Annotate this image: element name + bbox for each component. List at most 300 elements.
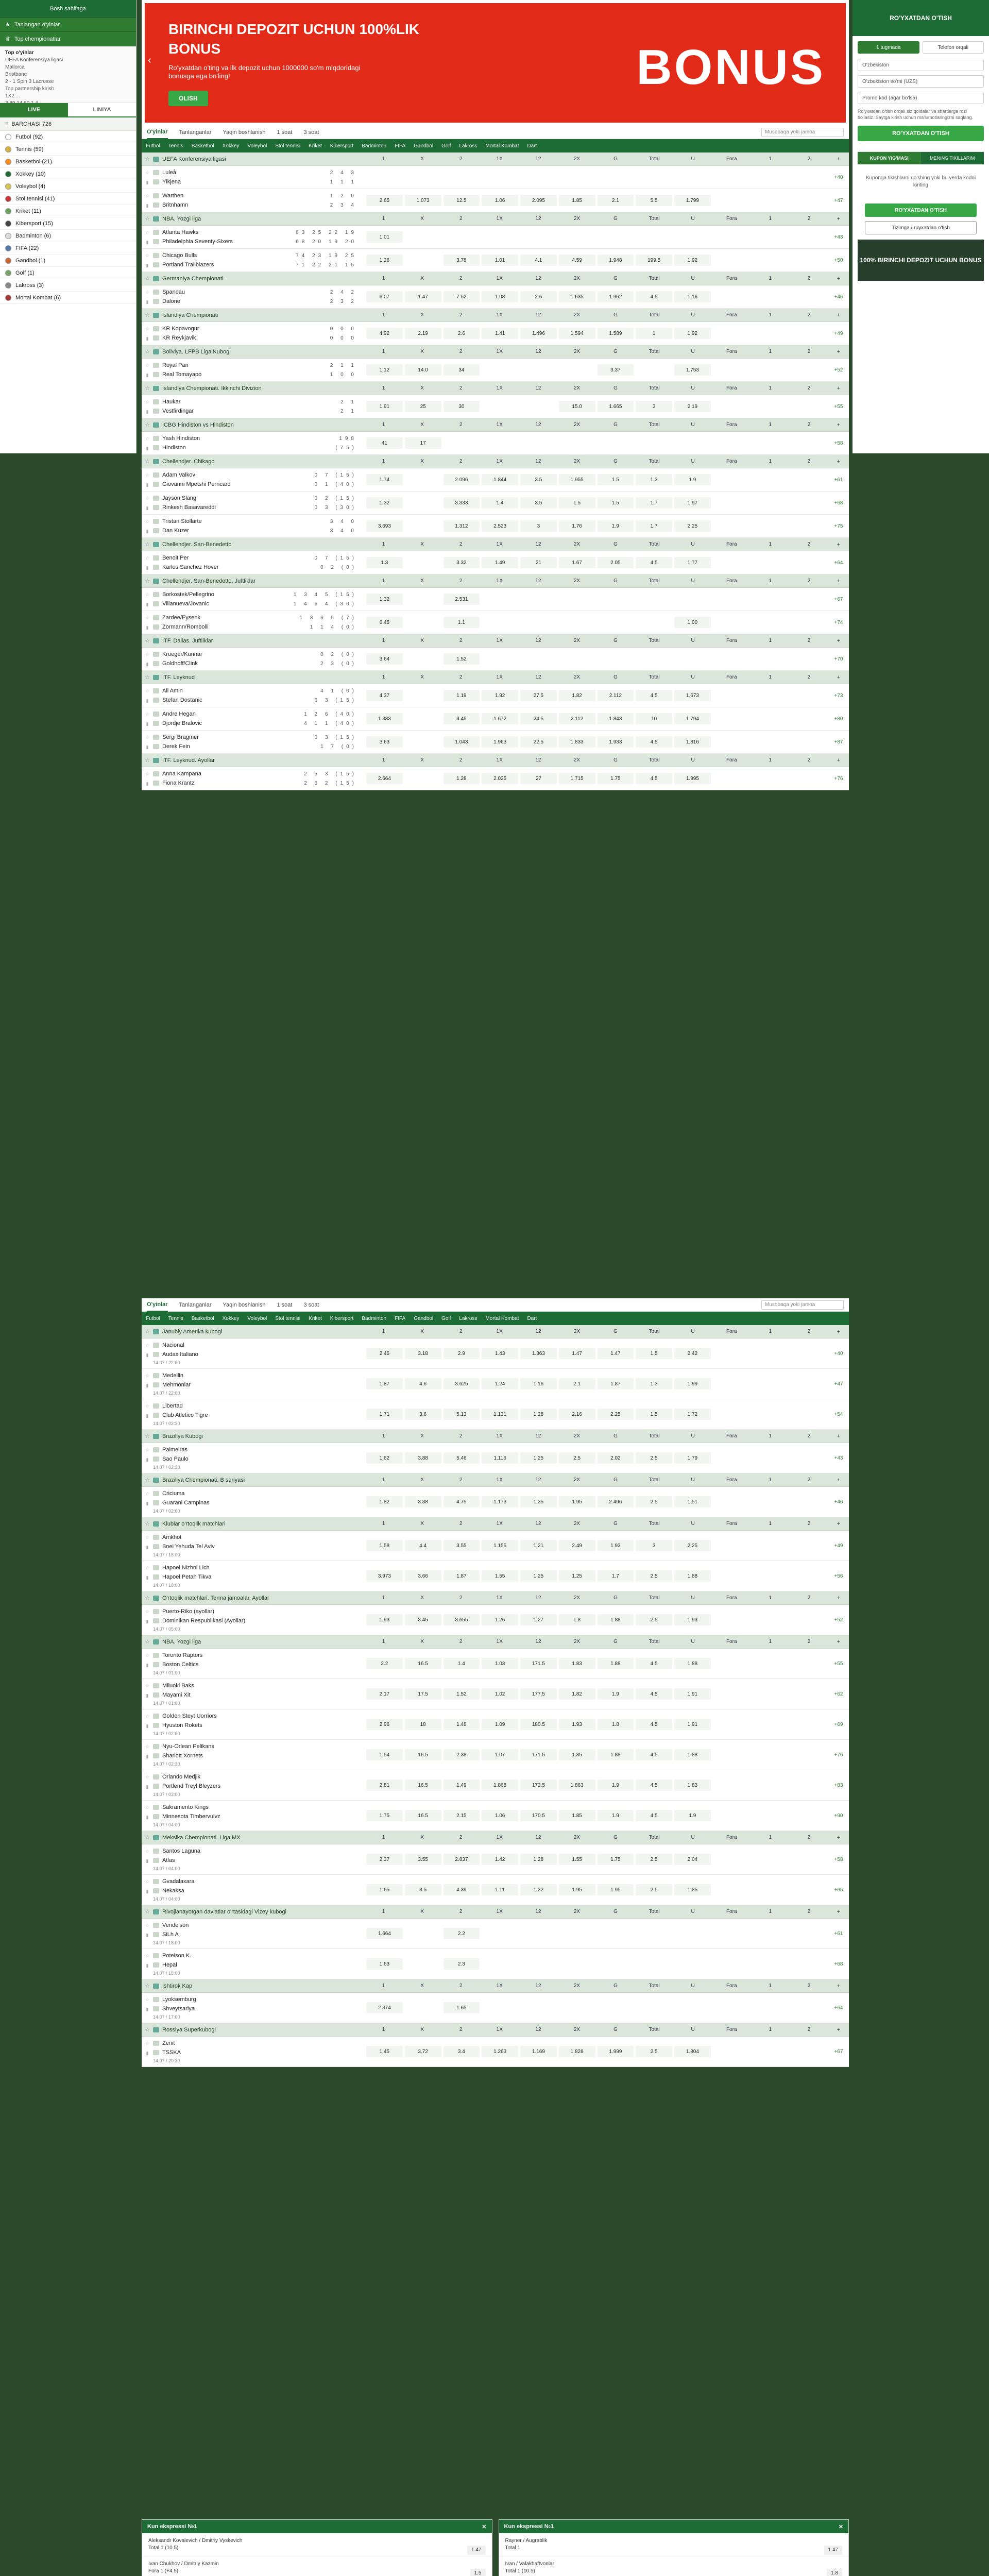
odd-button[interactable]: 1.3 <box>366 557 403 568</box>
stats-icon[interactable]: ▮ <box>146 240 149 245</box>
odd-button[interactable]: 1.42 <box>482 1854 518 1865</box>
event-row[interactable] <box>142 2037 849 2067</box>
event-row[interactable] <box>142 1605 849 1635</box>
odd-button[interactable]: 5.13 <box>444 1409 480 1420</box>
stats-icon[interactable]: ▮ <box>146 1889 149 1894</box>
sport-tab[interactable]: Dart <box>527 143 537 149</box>
odd-button[interactable]: 4.6 <box>405 1378 441 1389</box>
sport-tab[interactable]: Mortal Kombat <box>485 1315 519 1321</box>
expand-icon[interactable]: + <box>837 674 841 681</box>
promo-input[interactable]: Promo kod (agar bo'lsa) <box>858 92 984 104</box>
sidebar-sport-item[interactable] <box>0 255 136 267</box>
star-icon[interactable]: ☆ <box>145 735 150 740</box>
odd-button[interactable]: 2.81 <box>366 1780 403 1791</box>
odd-button[interactable]: 25 <box>405 401 441 412</box>
odd-button[interactable]: 1.7 <box>636 497 672 509</box>
event-row[interactable] <box>142 1649 849 1679</box>
sidebar-sport-item[interactable] <box>0 131 136 143</box>
odd-button[interactable]: 16.5 <box>405 1810 441 1821</box>
odd-button[interactable]: 3.78 <box>444 255 480 266</box>
star-icon[interactable]: ☆ <box>145 1403 150 1409</box>
sport-tab[interactable]: Basketbol <box>191 143 214 149</box>
favorite-star-icon[interactable]: ☆ <box>145 276 150 282</box>
odd-button[interactable]: 3 <box>520 520 557 532</box>
odd-button[interactable]: 2.16 <box>559 1409 595 1420</box>
star-icon[interactable]: ☆ <box>145 1953 150 1958</box>
stats-icon[interactable]: ▮ <box>146 1413 149 1418</box>
sidebar-sport-item[interactable] <box>0 156 136 168</box>
tab-live[interactable]: LIVE <box>0 103 68 116</box>
sidebar-sport-item[interactable] <box>0 217 136 230</box>
star-icon[interactable]: ☆ <box>145 326 150 331</box>
odd-button[interactable]: 2.095 <box>520 195 557 206</box>
stats-icon[interactable]: ▮ <box>146 1723 149 1728</box>
sport-tab[interactable]: Tennis <box>168 1315 183 1321</box>
event-row[interactable] <box>142 1801 849 1831</box>
slip-odds[interactable]: 1.47 <box>824 2546 842 2555</box>
odd-button[interactable]: 1.116 <box>482 1452 518 1464</box>
more-markets-link[interactable]: +68 <box>834 500 843 506</box>
more-markets-link[interactable]: +47 <box>834 197 843 204</box>
odd-button[interactable]: 1.08 <box>482 291 518 302</box>
stats-icon[interactable]: ▮ <box>146 2050 149 2056</box>
more-markets-link[interactable]: +65 <box>834 1887 843 1893</box>
more-markets-link[interactable]: +47 <box>834 1381 843 1387</box>
sport-tab[interactable]: Gandbol <box>414 1315 434 1321</box>
top-game-line[interactable]: 2 - 1 Spin 3 Lacrosse <box>5 79 54 84</box>
odd-button[interactable]: 1.496 <box>520 328 557 339</box>
star-icon[interactable]: ☆ <box>145 519 150 524</box>
odd-button[interactable]: 1.91 <box>366 401 403 412</box>
odd-button[interactable]: 3.333 <box>444 497 480 509</box>
odd-button[interactable]: 1.00 <box>674 617 711 628</box>
odd-button[interactable]: 2.5 <box>636 1854 672 1865</box>
odd-button[interactable]: 1.963 <box>482 736 518 748</box>
odd-button[interactable]: 2.2 <box>366 1658 403 1669</box>
event-row[interactable] <box>142 1770 849 1801</box>
odd-button[interactable]: 3.6 <box>405 1409 441 1420</box>
stats-icon[interactable]: ▮ <box>146 781 149 786</box>
sidebar-sport-item[interactable] <box>0 242 136 255</box>
star-icon[interactable]: ☆ <box>145 592 150 597</box>
odd-button[interactable]: 18 <box>405 1719 441 1730</box>
odd-button[interactable]: 2.49 <box>559 1540 595 1551</box>
odd-button[interactable]: 1.49 <box>482 557 518 568</box>
odd-button[interactable]: 1.93 <box>674 1614 711 1625</box>
odd-button[interactable]: 1.03 <box>482 1658 518 1669</box>
sidebar-sport-item[interactable] <box>0 205 136 217</box>
odd-button[interactable]: 1.85 <box>559 1749 595 1760</box>
odd-button[interactable]: 1.87 <box>598 1378 634 1389</box>
stats-icon[interactable]: ▮ <box>146 299 149 304</box>
expand-icon[interactable]: + <box>837 215 841 222</box>
odd-button[interactable]: 2.2 <box>444 1928 480 1939</box>
filter-item[interactable]: 3 soat <box>303 1301 319 1308</box>
sidebar-sport-item[interactable] <box>0 193 136 205</box>
odd-button[interactable]: 3 <box>636 401 672 412</box>
stats-icon[interactable]: ▮ <box>146 1663 149 1668</box>
more-markets-link[interactable]: +69 <box>834 1721 843 1727</box>
league-header[interactable] <box>142 1517 849 1531</box>
event-row[interactable] <box>142 322 849 345</box>
league-header[interactable] <box>142 309 849 322</box>
odd-button[interactable]: 1.82 <box>559 1688 595 1700</box>
expand-icon[interactable]: + <box>837 1595 841 1601</box>
odd-button[interactable]: 2.5 <box>636 1496 672 1507</box>
odd-button[interactable]: 1.67 <box>559 557 595 568</box>
odd-button[interactable]: 1.58 <box>366 1540 403 1551</box>
league-header[interactable] <box>142 382 849 395</box>
event-row[interactable] <box>142 1399 849 1430</box>
odd-button[interactable]: 16.5 <box>405 1749 441 1760</box>
top-game-line[interactable]: UEFA Konferensiya ligasi <box>5 57 63 63</box>
odd-button[interactable]: 1.3 <box>636 474 672 485</box>
expand-icon[interactable]: + <box>837 1328 841 1335</box>
more-markets-link[interactable]: +43 <box>834 234 843 240</box>
odd-button[interactable]: 2.04 <box>674 1854 711 1865</box>
slip-odds[interactable]: 1.47 <box>467 2546 485 2555</box>
odd-button[interactable]: 4.37 <box>366 690 403 701</box>
sidebar-sport-item[interactable] <box>0 230 136 242</box>
odd-button[interactable]: 1.87 <box>444 1570 480 1582</box>
odd-button[interactable]: 1.82 <box>366 1496 403 1507</box>
odd-button[interactable]: 1.19 <box>444 690 480 701</box>
odd-button[interactable]: 2.664 <box>366 773 403 784</box>
sport-tab[interactable]: FIFA <box>395 1315 406 1321</box>
odd-button[interactable]: 1.88 <box>674 1658 711 1669</box>
event-row[interactable] <box>142 648 849 671</box>
odd-button[interactable]: 1.76 <box>559 520 595 532</box>
odd-button[interactable]: 1.715 <box>559 773 595 784</box>
more-markets-link[interactable]: +61 <box>834 477 843 483</box>
stats-icon[interactable]: ▮ <box>146 409 149 414</box>
odd-button[interactable]: 4.75 <box>444 1496 480 1507</box>
stats-icon[interactable]: ▮ <box>146 336 149 341</box>
stats-icon[interactable]: ▮ <box>146 565 149 570</box>
odd-button[interactable]: 4.5 <box>636 1749 672 1760</box>
event-row[interactable] <box>142 1949 849 1979</box>
odd-button[interactable]: 3.38 <box>405 1496 441 1507</box>
more-markets-link[interactable]: +54 <box>834 1411 843 1417</box>
league-header[interactable] <box>142 345 849 359</box>
more-markets-link[interactable]: +74 <box>834 619 843 625</box>
sport-tab[interactable]: Stol tennisi <box>275 143 301 149</box>
sport-tab[interactable]: Basketbol <box>191 1315 214 1321</box>
expand-icon[interactable]: + <box>837 1477 841 1483</box>
odd-button[interactable]: 2.523 <box>482 520 518 532</box>
sport-tab[interactable]: Xokkey <box>222 1315 240 1321</box>
odd-button[interactable]: 1.95 <box>559 1884 595 1895</box>
odd-button[interactable]: 5.46 <box>444 1452 480 1464</box>
stats-icon[interactable]: ▮ <box>146 1693 149 1698</box>
odd-button[interactable]: 3.45 <box>405 1614 441 1625</box>
odd-button[interactable]: 27.5 <box>520 690 557 701</box>
league-header[interactable] <box>142 1905 849 1919</box>
odd-button[interactable]: 1.833 <box>559 736 595 748</box>
favorite-star-icon[interactable]: ☆ <box>145 2027 150 2033</box>
odd-button[interactable]: 2.38 <box>444 1749 480 1760</box>
coupon-register-button[interactable]: RO'YXATDAN O'TISH <box>865 204 977 217</box>
filter-item[interactable]: 1 soat <box>277 1301 293 1308</box>
odd-button[interactable]: 1.868 <box>482 1780 518 1791</box>
favorite-star-icon[interactable]: ☆ <box>145 422 150 428</box>
odd-button[interactable]: 2.96 <box>366 1719 403 1730</box>
odd-button[interactable]: 1.07 <box>482 1749 518 1760</box>
odd-button[interactable]: 1.589 <box>598 328 634 339</box>
odd-button[interactable]: 1.753 <box>674 364 711 376</box>
odd-button[interactable]: 1.93 <box>366 1614 403 1625</box>
odd-button[interactable]: 1.63 <box>366 1958 403 1970</box>
sport-tab[interactable]: Kriket <box>309 1315 322 1321</box>
odd-button[interactable]: 1.75 <box>366 1810 403 1821</box>
top-game-line[interactable]: Bristbane <box>5 72 27 77</box>
more-markets-link[interactable]: +46 <box>834 1499 843 1505</box>
stats-icon[interactable]: ▮ <box>146 1815 149 1820</box>
expand-icon[interactable]: + <box>837 312 841 318</box>
event-row[interactable] <box>142 588 849 611</box>
event-row[interactable] <box>142 468 849 492</box>
event-row[interactable] <box>142 432 849 455</box>
odd-button[interactable]: 3.63 <box>366 736 403 748</box>
league-header[interactable] <box>142 754 849 767</box>
odd-button[interactable]: 1.155 <box>482 1540 518 1551</box>
odd-button[interactable]: 1.25 <box>520 1452 557 1464</box>
odd-button[interactable]: 1.92 <box>674 328 711 339</box>
odd-button[interactable]: 1.35 <box>520 1496 557 1507</box>
league-header[interactable] <box>142 1635 849 1649</box>
expand-icon[interactable]: + <box>837 1433 841 1439</box>
odd-button[interactable]: 4.5 <box>636 773 672 784</box>
favorite-star-icon[interactable]: ☆ <box>145 156 150 162</box>
event-row[interactable] <box>142 1740 849 1770</box>
favorite-star-icon[interactable]: ☆ <box>145 349 150 355</box>
odd-button[interactable]: 5.5 <box>636 195 672 206</box>
odd-button[interactable]: 2.19 <box>674 401 711 412</box>
sport-tab[interactable]: Golf <box>441 143 451 149</box>
odd-button[interactable]: 1.93 <box>598 1540 634 1551</box>
odd-button[interactable]: 4.5 <box>636 557 672 568</box>
star-icon[interactable]: ☆ <box>145 1744 150 1749</box>
odd-button[interactable]: 1.7 <box>636 520 672 532</box>
favorite-star-icon[interactable]: ☆ <box>145 1639 150 1645</box>
star-icon[interactable]: ☆ <box>145 1805 150 1810</box>
star-icon[interactable]: ☆ <box>145 652 150 657</box>
odd-button[interactable]: 2.837 <box>444 1854 480 1865</box>
more-markets-link[interactable]: +56 <box>834 1573 843 1579</box>
home-link-label[interactable]: Bosh sahifaga <box>50 5 86 12</box>
odd-button[interactable]: 1 <box>636 328 672 339</box>
event-row[interactable] <box>142 1369 849 1399</box>
expand-icon[interactable]: + <box>837 458 841 465</box>
odd-button[interactable]: 1.79 <box>674 1452 711 1464</box>
event-row[interactable] <box>142 1709 849 1740</box>
odd-button[interactable]: 2.25 <box>598 1409 634 1420</box>
more-markets-link[interactable]: +76 <box>834 1752 843 1758</box>
odd-button[interactable]: 1.9 <box>598 1780 634 1791</box>
odd-button[interactable]: 1.8 <box>598 1719 634 1730</box>
coupon-login-button[interactable]: Tizimga / ruyxatdan o'tish <box>865 221 977 234</box>
stats-icon[interactable]: ▮ <box>146 1963 149 1968</box>
league-header[interactable] <box>142 152 849 166</box>
odd-button[interactable]: 2.6 <box>520 291 557 302</box>
odd-button[interactable]: 2.025 <box>482 773 518 784</box>
odd-button[interactable]: 1.85 <box>559 1810 595 1821</box>
top-game-line[interactable]: Mallorca <box>5 64 25 70</box>
favorite-star-icon[interactable]: ☆ <box>145 312 150 318</box>
sidebar-sport-item[interactable] <box>0 292 136 304</box>
star-icon[interactable]: ☆ <box>145 615 150 620</box>
league-header[interactable] <box>142 1831 849 1844</box>
odd-button[interactable]: 1.32 <box>366 594 403 605</box>
event-row[interactable] <box>142 731 849 754</box>
odd-button[interactable]: 2.112 <box>559 713 595 724</box>
expand-icon[interactable]: + <box>837 637 841 644</box>
tab-line[interactable]: LINIYA <box>93 107 111 113</box>
odd-button[interactable]: 2.9 <box>444 1348 480 1359</box>
league-header[interactable] <box>142 574 849 588</box>
star-icon[interactable]: ☆ <box>145 1373 150 1378</box>
home-link[interactable] <box>0 0 136 18</box>
star-icon[interactable]: ☆ <box>145 436 150 441</box>
odd-button[interactable]: 1.85 <box>559 195 595 206</box>
event-row[interactable] <box>142 767 849 790</box>
more-markets-link[interactable]: +62 <box>834 1691 843 1697</box>
more-markets-link[interactable]: +55 <box>834 1660 843 1667</box>
filter-item[interactable]: 1 soat <box>277 129 293 135</box>
odd-button[interactable]: 6.07 <box>366 291 403 302</box>
tab-coupon[interactable]: KUPON YIG'MASI <box>858 152 921 164</box>
event-row[interactable] <box>142 1844 849 1875</box>
odd-button[interactable]: 2.5 <box>636 1884 672 1895</box>
sidebar-sport-item[interactable] <box>0 180 136 193</box>
event-row[interactable] <box>142 166 849 189</box>
sport-tab[interactable]: Voleybol <box>247 143 267 149</box>
odd-button[interactable]: 16.5 <box>405 1658 441 1669</box>
odd-button[interactable]: 1.52 <box>444 1688 480 1700</box>
expand-icon[interactable]: + <box>837 757 841 764</box>
odd-button[interactable]: 2.05 <box>598 557 634 568</box>
event-row[interactable] <box>142 1338 849 1369</box>
star-icon[interactable]: ☆ <box>145 1849 150 1854</box>
odd-button[interactable]: 1.948 <box>598 255 634 266</box>
favorite-star-icon[interactable]: ☆ <box>145 1835 150 1841</box>
sport-tab[interactable]: Lakross <box>459 1315 478 1321</box>
odd-button[interactable]: 1.4 <box>444 1658 480 1669</box>
odd-button[interactable]: 34 <box>444 364 480 376</box>
more-markets-link[interactable]: +61 <box>834 1930 843 1937</box>
favorite-star-icon[interactable]: ☆ <box>145 541 150 548</box>
more-markets-link[interactable]: +83 <box>834 1782 843 1788</box>
star-icon[interactable]: ☆ <box>145 363 150 368</box>
league-header[interactable] <box>142 2023 849 2037</box>
event-row[interactable] <box>142 684 849 707</box>
odd-button[interactable]: 1.88 <box>598 1749 634 1760</box>
event-row[interactable] <box>142 1487 849 1517</box>
odd-button[interactable]: 1.25 <box>559 1570 595 1582</box>
star-icon[interactable]: ☆ <box>145 1714 150 1719</box>
odd-button[interactable]: 2.5 <box>636 1614 672 1625</box>
more-markets-link[interactable]: +76 <box>834 775 843 782</box>
star-icon[interactable]: ☆ <box>145 1447 150 1452</box>
odd-button[interactable]: 1.01 <box>482 255 518 266</box>
expand-icon[interactable]: + <box>837 156 841 162</box>
star-icon[interactable]: ☆ <box>145 496 150 501</box>
odd-button[interactable]: 2.531 <box>444 594 480 605</box>
sport-tab[interactable]: Futbol <box>146 143 160 149</box>
odd-button[interactable]: 3.55 <box>405 1854 441 1865</box>
odd-button[interactable]: 2.6 <box>444 328 480 339</box>
stats-icon[interactable]: ▮ <box>146 1575 149 1580</box>
expand-icon[interactable]: + <box>837 1520 841 1527</box>
odd-button[interactable]: 1.06 <box>482 1810 518 1821</box>
sport-tab[interactable]: Badminton <box>362 143 387 149</box>
league-header[interactable] <box>142 1430 849 1443</box>
sidebar-sport-item[interactable] <box>0 267 136 279</box>
odd-button[interactable]: 3.4 <box>444 2046 480 2057</box>
odd-button[interactable]: 6.45 <box>366 617 403 628</box>
sport-tab[interactable]: FIFA <box>395 143 406 149</box>
odd-button[interactable]: 1.88 <box>598 1658 634 1669</box>
odd-button[interactable]: 22.5 <box>520 736 557 748</box>
odd-button[interactable]: 2.42 <box>674 1348 711 1359</box>
stats-icon[interactable]: ▮ <box>146 1933 149 1938</box>
filter-item[interactable]: Tanlanganlar <box>179 129 212 135</box>
stats-icon[interactable]: ▮ <box>146 1784 149 1789</box>
odd-button[interactable]: 2.374 <box>366 2002 403 2013</box>
stats-icon[interactable]: ▮ <box>146 602 149 607</box>
country-select[interactable]: O'zbekiston <box>858 59 984 71</box>
league-header[interactable] <box>142 634 849 648</box>
all-sports-row[interactable] <box>0 117 136 131</box>
star-icon[interactable]: ☆ <box>145 1997 150 2002</box>
odd-button[interactable]: 1.673 <box>674 690 711 701</box>
stats-icon[interactable]: ▮ <box>146 1619 149 1624</box>
filter-item[interactable]: 3 soat <box>303 129 319 135</box>
event-row[interactable] <box>142 189 849 212</box>
sport-tab[interactable]: Kibersport <box>330 143 354 149</box>
favorite-star-icon[interactable]: ☆ <box>145 1433 150 1439</box>
odd-button[interactable]: 1.7 <box>598 1570 634 1582</box>
event-row[interactable] <box>142 226 849 249</box>
odd-button[interactable]: 1.16 <box>520 1378 557 1389</box>
odd-button[interactable]: 3 <box>636 1540 672 1551</box>
star-icon[interactable]: ☆ <box>145 1609 150 1614</box>
odd-button[interactable]: 1.794 <box>674 713 711 724</box>
more-markets-link[interactable]: +40 <box>834 1350 843 1357</box>
tab-my-bets[interactable]: MENING TIKILLARIM <box>930 156 975 161</box>
odd-button[interactable]: 1.5 <box>559 497 595 509</box>
odd-button[interactable]: 1.995 <box>674 773 711 784</box>
odd-button[interactable]: 1.02 <box>482 1688 518 1700</box>
odd-button[interactable]: 1.75 <box>598 1854 634 1865</box>
favorite-star-icon[interactable]: ☆ <box>145 385 150 392</box>
star-icon[interactable]: ☆ <box>145 170 150 175</box>
stats-icon[interactable]: ▮ <box>146 2007 149 2012</box>
event-row[interactable] <box>142 1919 849 1949</box>
odd-button[interactable]: 1.4 <box>482 497 518 509</box>
currency-select[interactable]: O'zbekiston so'mi (UZS) <box>858 75 984 88</box>
event-row[interactable] <box>142 249 849 272</box>
stats-icon[interactable]: ▮ <box>146 263 149 268</box>
more-markets-link[interactable]: +58 <box>834 1856 843 1862</box>
stats-icon[interactable]: ▮ <box>146 1383 149 1388</box>
odd-button[interactable]: 1.665 <box>598 401 634 412</box>
odd-button[interactable]: 1.9 <box>674 1810 711 1821</box>
favorite-star-icon[interactable]: ☆ <box>145 1477 150 1483</box>
odd-button[interactable]: 2.45 <box>366 1348 403 1359</box>
expand-icon[interactable]: + <box>837 1834 841 1841</box>
odd-button[interactable]: 1.01 <box>366 231 403 243</box>
